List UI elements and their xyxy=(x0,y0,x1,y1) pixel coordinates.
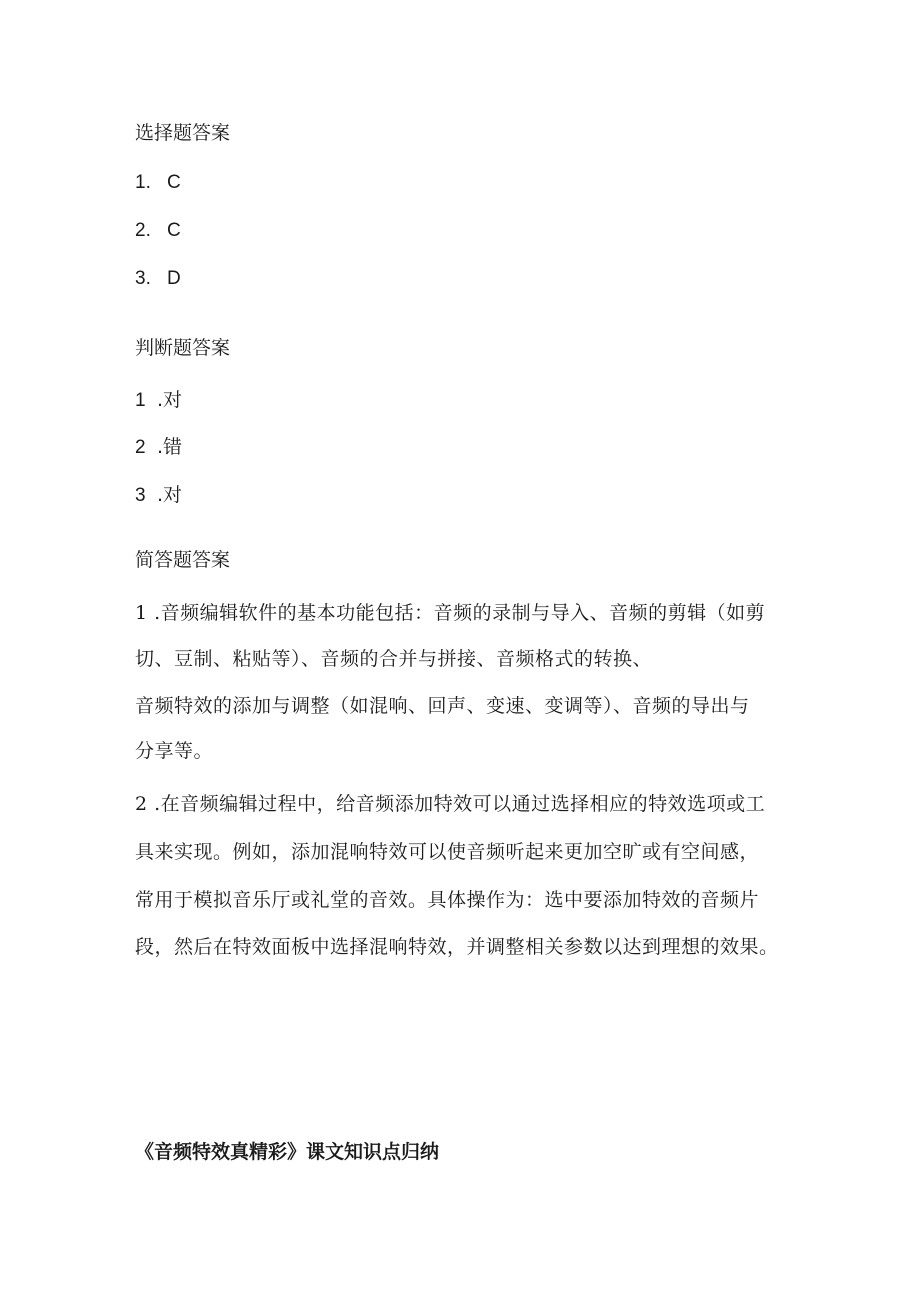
choice-item-answer: C xyxy=(167,172,181,193)
choice-item-3 xyxy=(135,268,181,290)
judge-item-number: 3 xyxy=(135,485,146,506)
judge-item-3 xyxy=(135,480,182,507)
short-answer-line: 音频特效的添加与调整（如混响、回声、变速、变调等）、音频的导出与 xyxy=(135,695,750,717)
judge-item-answer: .错 xyxy=(157,436,183,458)
short-heading: 简答题答案 xyxy=(135,549,231,571)
short-answer-line: 具来实现。例如，添加混响特效可以使音频听起来更加空旷或有空间感， xyxy=(135,841,760,863)
footer-title: 《音频特效真精彩》课文知识点归纳 xyxy=(135,1141,440,1163)
choice-item-answer: D xyxy=(167,268,181,289)
choice-item-2 xyxy=(135,220,181,242)
choice-heading: 选择题答案 xyxy=(135,122,231,144)
short-answer-line: 段，然后在特效面板中选择混响特效，并调整相关参数以达到理想的效果。 xyxy=(135,936,779,958)
choice-item-answer: C xyxy=(167,220,181,241)
choice-item-1 xyxy=(135,172,181,194)
judge-item-number: 1 xyxy=(135,390,146,411)
judge-item-2 xyxy=(135,432,182,459)
choice-item-number: 2. xyxy=(135,220,151,241)
judge-heading: 判断题答案 xyxy=(135,337,231,359)
short-answer-line: 1 .音频编辑软件的基本功能包括：音频的录制与导入、音频的剪辑（如剪 xyxy=(135,602,766,624)
judge-item-number: 2 xyxy=(135,437,146,458)
short-answer-line: 2 .在音频编辑过程中，给音频添加特效可以通过选择相应的特效选项或工 xyxy=(135,793,766,815)
choice-item-number: 3. xyxy=(135,268,151,289)
short-answer-line: 分享等。 xyxy=(135,740,214,762)
judge-item-answer: .对 xyxy=(157,484,183,506)
judge-item-answer: .对 xyxy=(157,389,183,411)
judge-item-1 xyxy=(135,385,182,412)
choice-item-number: 1. xyxy=(135,172,151,193)
short-answer-line: 切、豆制、粘贴等）、音频的合并与拼接、音频格式的转换、 xyxy=(135,648,653,670)
short-answer-line: 常用于模拟音乐厅或礼堂的音效。具体操作为：选中要添加特效的音频片 xyxy=(135,889,760,911)
